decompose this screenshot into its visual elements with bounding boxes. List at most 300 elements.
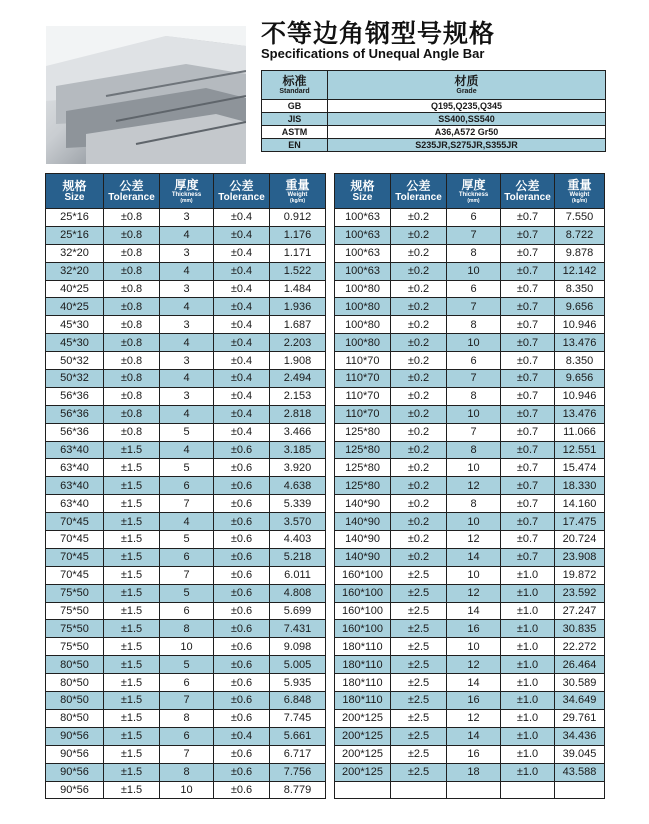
table-row	[46, 405, 326, 423]
tolerance-cell: ±1.5	[104, 602, 160, 620]
size-cell: 56*36	[46, 387, 104, 405]
weight-cell: 27.247	[555, 602, 605, 620]
tolerance-cell: ±0.2	[391, 548, 447, 566]
weight-cell: 4.403	[270, 531, 326, 549]
tolerance2-cell: ±0.6	[214, 692, 270, 710]
weight-cell: 5.005	[270, 656, 326, 674]
tolerance2-cell: ±0.4	[214, 226, 270, 244]
weight-cell: 4.638	[270, 477, 326, 495]
table-row	[335, 262, 605, 280]
table-row	[335, 459, 605, 477]
tolerance-header-en: Tolerance	[395, 191, 442, 203]
thickness-cell: 6	[160, 602, 214, 620]
thickness-cell: 7	[160, 692, 214, 710]
tolerance2-cell: ±1.0	[501, 566, 555, 584]
tolerance-cell: ±2.5	[391, 692, 447, 710]
thickness-cell: 5	[160, 584, 214, 602]
table-row	[46, 244, 326, 262]
grade-cell: A36,A572 Gr50	[328, 126, 606, 139]
weight-cell: 1.687	[270, 316, 326, 334]
weight-cell: 15.474	[555, 459, 605, 477]
thickness-cell: 8	[160, 763, 214, 781]
tolerance-cell: ±0.2	[391, 423, 447, 441]
tolerance-cell: ±0.2	[391, 405, 447, 423]
weight-cell: 0.912	[270, 209, 326, 227]
table-row	[335, 656, 605, 674]
table-row	[335, 566, 605, 584]
tolerance2-cell: ±0.7	[501, 513, 555, 531]
tolerance2-cell: ±0.7	[501, 226, 555, 244]
tolerance-cell: ±0.8	[104, 316, 160, 334]
thickness-cell: 18	[447, 763, 501, 781]
size-cell: 75*50	[46, 602, 104, 620]
weight-cell: 7.550	[555, 209, 605, 227]
size-cell: 25*16	[46, 226, 104, 244]
tolerance-cell: ±0.8	[104, 387, 160, 405]
tolerance-cell: ±1.5	[104, 692, 160, 710]
tolerance2-cell: ±0.4	[214, 262, 270, 280]
thickness-cell: 6	[447, 280, 501, 298]
tolerance-cell: ±1.5	[104, 548, 160, 566]
tolerance2-cell: ±0.7	[501, 531, 555, 549]
tolerance2-cell: ±0.7	[501, 244, 555, 262]
weight-cell: 29.761	[555, 709, 605, 727]
weight-cell: 5.699	[270, 602, 326, 620]
size-cell: 40*25	[46, 280, 104, 298]
size-cell: 63*40	[46, 495, 104, 513]
weight-header-cn: 重量	[567, 177, 592, 192]
tolerance-cell: ±0.2	[391, 370, 447, 388]
thickness-cell: 4	[160, 405, 214, 423]
thickness-cell: 4	[160, 298, 214, 316]
table-row	[46, 209, 326, 227]
table-row	[46, 727, 326, 745]
tolerance-cell: ±1.5	[104, 763, 160, 781]
size-cell: 140*90	[335, 548, 391, 566]
tolerance2-cell: ±0.7	[501, 262, 555, 280]
tolerance-cell: ±0.8	[104, 244, 160, 262]
tolerance-cell: ±0.8	[104, 370, 160, 388]
table-row	[46, 620, 326, 638]
weight-cell: 5.218	[270, 548, 326, 566]
tolerance-cell: ±0.2	[391, 531, 447, 549]
thickness-cell: 12	[447, 656, 501, 674]
thickness-cell: 10	[160, 781, 214, 799]
size-cell: 160*100	[335, 584, 391, 602]
thickness-cell: 10	[447, 638, 501, 656]
table-row	[46, 280, 326, 298]
size-cell: 125*80	[335, 423, 391, 441]
weight-cell: 8.350	[555, 280, 605, 298]
thickness-cell: 3	[160, 244, 214, 262]
size-cell: 140*90	[335, 531, 391, 549]
tolerance-cell: ±1.5	[104, 459, 160, 477]
size-header	[46, 174, 104, 209]
thickness-header-en: Thickness	[171, 191, 202, 198]
table-row	[335, 352, 605, 370]
thickness-cell: 16	[447, 620, 501, 638]
thickness-cell: 3	[160, 387, 214, 405]
tolerance2-cell: ±0.4	[214, 316, 270, 334]
tolerance2-cell: ±0.4	[214, 334, 270, 352]
weight-cell: 9.656	[555, 370, 605, 388]
tolerance-cell: ±1.5	[104, 656, 160, 674]
table-row	[46, 566, 326, 584]
table-row	[46, 262, 326, 280]
tolerance2-cell: ±1.0	[501, 745, 555, 763]
tolerance2-cell: ±0.4	[214, 727, 270, 745]
tolerance2-header-en: Tolerance	[504, 191, 551, 203]
tolerance-cell: ±0.2	[391, 244, 447, 262]
tolerance-cell: ±1.5	[104, 781, 160, 799]
thickness-cell: 12	[447, 584, 501, 602]
size-cell: 80*50	[46, 692, 104, 710]
table-row	[46, 316, 326, 334]
weight-cell: 4.808	[270, 584, 326, 602]
weight-cell: 23.592	[555, 584, 605, 602]
thickness-cell: 4	[160, 513, 214, 531]
tolerance-cell: ±0.2	[391, 209, 447, 227]
size-header-cn: 规格	[62, 178, 87, 193]
tolerance-cell: ±0.8	[104, 226, 160, 244]
weight-cell: 30.835	[555, 620, 605, 638]
table-row	[335, 477, 605, 495]
tolerance-cell: ±0.2	[391, 459, 447, 477]
tolerance2-cell: ±0.7	[501, 495, 555, 513]
spec-header-row	[46, 174, 326, 209]
tolerance-cell: ±1.5	[104, 584, 160, 602]
table-row	[46, 602, 326, 620]
thickness-cell: 6	[160, 477, 214, 495]
size-cell: 50*32	[46, 370, 104, 388]
tolerance-cell: ±1.5	[104, 441, 160, 459]
thickness-cell: 10	[447, 459, 501, 477]
thickness-cell: 16	[447, 745, 501, 763]
tolerance-cell: ±0.2	[391, 513, 447, 531]
table-row	[335, 638, 605, 656]
tolerance-cell: ±0.8	[104, 334, 160, 352]
weight-cell: 7.431	[270, 620, 326, 638]
tolerance2-cell: ±1.0	[501, 709, 555, 727]
thickness-cell: 4	[160, 262, 214, 280]
tolerance2-cell: ±1.0	[501, 656, 555, 674]
size-cell: 50*32	[46, 352, 104, 370]
table-row	[335, 531, 605, 549]
standard-row-gb	[262, 100, 606, 113]
size-cell: 125*80	[335, 459, 391, 477]
thickness-cell: 14	[447, 548, 501, 566]
tolerance2-cell: ±0.7	[501, 280, 555, 298]
weight-cell: 22.272	[555, 638, 605, 656]
tolerance2-cell: ±0.7	[501, 352, 555, 370]
tolerance-cell: ±2.5	[391, 674, 447, 692]
thickness-cell: 10	[160, 638, 214, 656]
thickness-cell: 6	[160, 727, 214, 745]
size-cell: 100*63	[335, 262, 391, 280]
thickness-cell: 8	[447, 244, 501, 262]
thickness-cell: 5	[160, 656, 214, 674]
grade-header-cn: 材质	[454, 73, 479, 88]
table-row	[46, 584, 326, 602]
weight-cell: 43.588	[555, 763, 605, 781]
size-cell: 110*70	[335, 370, 391, 388]
tolerance-cell: ±0.8	[104, 352, 160, 370]
tolerance-cell: ±0.2	[391, 387, 447, 405]
table-row	[335, 692, 605, 710]
weight-cell: 34.436	[555, 727, 605, 745]
tolerance-cell: ±0.2	[391, 352, 447, 370]
standard-header-en: Standard	[279, 87, 310, 95]
thickness-cell	[447, 781, 501, 799]
tolerance2-cell: ±0.4	[214, 423, 270, 441]
weight-cell: 6.011	[270, 566, 326, 584]
tolerance2-cell: ±0.7	[501, 316, 555, 334]
thickness-cell: 4	[160, 334, 214, 352]
weight-cell: 6.717	[270, 745, 326, 763]
spec-body-right	[335, 209, 605, 799]
thickness-cell: 16	[447, 692, 501, 710]
tolerance-cell: ±2.5	[391, 745, 447, 763]
size-cell: 90*56	[46, 727, 104, 745]
size-cell: 75*50	[46, 584, 104, 602]
tolerance2-cell: ±0.6	[214, 531, 270, 549]
weight-cell: 9.098	[270, 638, 326, 656]
table-row	[335, 513, 605, 531]
weight-cell: 20.724	[555, 531, 605, 549]
weight-cell: 10.946	[555, 316, 605, 334]
standard-cell: GB	[262, 100, 328, 113]
thickness-cell: 8	[160, 709, 214, 727]
tolerance2-cell: ±0.6	[214, 763, 270, 781]
thickness-header	[447, 174, 501, 209]
weight-cell: 7.756	[270, 763, 326, 781]
size-cell: 200*125	[335, 763, 391, 781]
weight-cell: 17.475	[555, 513, 605, 531]
tolerance-cell: ±2.5	[391, 709, 447, 727]
table-row	[335, 405, 605, 423]
table-row	[46, 370, 326, 388]
weight-cell: 11.066	[555, 423, 605, 441]
thickness-cell: 5	[160, 459, 214, 477]
table-row	[46, 298, 326, 316]
size-cell: 110*70	[335, 405, 391, 423]
weight-cell: 13.476	[555, 405, 605, 423]
tolerance2-cell: ±1.0	[501, 727, 555, 745]
thickness-cell: 3	[160, 352, 214, 370]
size-cell: 100*63	[335, 226, 391, 244]
tolerance-cell: ±0.2	[391, 280, 447, 298]
weight-cell: 7.745	[270, 709, 326, 727]
tolerance-cell: ±0.8	[104, 280, 160, 298]
tolerance-cell: ±0.2	[391, 226, 447, 244]
weight-cell: 8.779	[270, 781, 326, 799]
thickness-cell: 7	[160, 495, 214, 513]
tolerance-cell: ±1.5	[104, 674, 160, 692]
tolerance2-header	[501, 174, 555, 209]
thickness-cell: 14	[447, 674, 501, 692]
table-row	[46, 459, 326, 477]
tolerance2-cell: ±1.0	[501, 620, 555, 638]
thickness-cell: 4	[160, 226, 214, 244]
tolerance2-cell: ±0.6	[214, 781, 270, 799]
thickness-cell: 8	[447, 387, 501, 405]
weight-header	[555, 174, 605, 209]
weight-cell: 5.935	[270, 674, 326, 692]
table-row	[46, 334, 326, 352]
tolerance2-cell: ±0.7	[501, 298, 555, 316]
tolerance-cell: ±2.5	[391, 602, 447, 620]
standard-cell: JIS	[262, 113, 328, 126]
weight-cell: 1.484	[270, 280, 326, 298]
thickness-cell: 6	[447, 209, 501, 227]
table-row	[335, 280, 605, 298]
table-row	[46, 692, 326, 710]
weight-cell: 1.171	[270, 244, 326, 262]
table-row	[46, 531, 326, 549]
grade-cell: SS400,SS540	[328, 113, 606, 126]
standard-row-astm	[262, 126, 606, 139]
size-cell: 40*25	[46, 298, 104, 316]
tolerance2-cell: ±0.7	[501, 423, 555, 441]
table-row	[46, 763, 326, 781]
standard-cell: EN	[262, 139, 328, 152]
weight-cell: 2.818	[270, 405, 326, 423]
size-cell: 32*20	[46, 262, 104, 280]
thickness-cell: 12	[447, 709, 501, 727]
table-row	[335, 674, 605, 692]
size-header-cn: 规格	[350, 178, 375, 193]
weight-header-unit: (kg/m)	[572, 197, 587, 204]
size-cell: 160*100	[335, 566, 391, 584]
tolerance2-cell: ±0.6	[214, 566, 270, 584]
thickness-header-en: Thickness	[458, 191, 489, 198]
tolerance-cell: ±1.5	[104, 638, 160, 656]
thickness-cell: 3	[160, 280, 214, 298]
thickness-cell: 7	[160, 566, 214, 584]
table-row	[46, 477, 326, 495]
standard-cell: ASTM	[262, 126, 328, 139]
size-cell: 90*56	[46, 745, 104, 763]
thickness-cell: 12	[447, 477, 501, 495]
size-cell: 90*56	[46, 763, 104, 781]
tolerance2-cell: ±0.6	[214, 548, 270, 566]
weight-cell: 14.160	[555, 495, 605, 513]
size-cell: 180*110	[335, 656, 391, 674]
tolerance2-cell: ±0.6	[214, 602, 270, 620]
tolerance-cell: ±0.8	[104, 209, 160, 227]
tolerance2-cell: ±0.6	[214, 638, 270, 656]
size-cell: 75*50	[46, 638, 104, 656]
weight-cell: 5.339	[270, 495, 326, 513]
table-row	[46, 495, 326, 513]
size-cell: 80*50	[46, 674, 104, 692]
tolerance-cell: ±0.2	[391, 262, 447, 280]
size-cell: 200*125	[335, 727, 391, 745]
weight-cell: 1.936	[270, 298, 326, 316]
weight-cell: 26.464	[555, 656, 605, 674]
weight-cell: 8.722	[555, 226, 605, 244]
thickness-cell: 3	[160, 316, 214, 334]
tolerance2-header-en: Tolerance	[218, 191, 265, 203]
standard-header-cn: 标准	[282, 73, 307, 88]
table-row	[335, 226, 605, 244]
tolerance-cell: ±1.5	[104, 566, 160, 584]
tolerance-cell: ±1.5	[104, 531, 160, 549]
size-cell: 100*80	[335, 298, 391, 316]
tolerance2-cell: ±0.6	[214, 674, 270, 692]
tolerance2-cell: ±0.4	[214, 352, 270, 370]
table-row	[335, 495, 605, 513]
size-cell: 75*50	[46, 620, 104, 638]
thickness-cell: 7	[447, 370, 501, 388]
size-cell: 70*45	[46, 566, 104, 584]
weight-cell: 8.350	[555, 352, 605, 370]
size-header	[335, 174, 391, 209]
tolerance-cell: ±1.5	[104, 745, 160, 763]
table-row	[335, 584, 605, 602]
size-cell: 70*45	[46, 513, 104, 531]
weight-cell: 19.872	[555, 566, 605, 584]
thickness-cell: 10	[447, 334, 501, 352]
weight-cell: 39.045	[555, 745, 605, 763]
table-row	[335, 745, 605, 763]
standard-header	[262, 71, 328, 100]
tolerance2-cell: ±1.0	[501, 674, 555, 692]
size-cell: 125*80	[335, 477, 391, 495]
grade-header	[328, 71, 606, 100]
thickness-cell: 4	[160, 370, 214, 388]
tolerance-cell: ±1.5	[104, 620, 160, 638]
size-cell: 80*50	[46, 709, 104, 727]
tolerance-cell: ±0.2	[391, 441, 447, 459]
weight-cell: 9.878	[555, 244, 605, 262]
tolerance2-cell: ±0.4	[214, 244, 270, 262]
weight-cell: 34.649	[555, 692, 605, 710]
size-cell: 56*36	[46, 423, 104, 441]
size-cell: 160*100	[335, 602, 391, 620]
weight-cell: 10.946	[555, 387, 605, 405]
size-cell: 110*70	[335, 352, 391, 370]
weight-cell: 6.848	[270, 692, 326, 710]
tolerance2-cell: ±0.4	[214, 405, 270, 423]
page-subtitle: Specifications of Unequal Angle Bar	[261, 46, 485, 61]
tolerance2-header-cn: 公差	[515, 178, 540, 193]
size-cell: 63*40	[46, 441, 104, 459]
angle-bar-image	[46, 26, 246, 164]
weight-cell: 1.522	[270, 262, 326, 280]
table-row	[335, 727, 605, 745]
tolerance-cell: ±0.2	[391, 298, 447, 316]
weight-cell: 12.551	[555, 441, 605, 459]
size-cell: 180*110	[335, 638, 391, 656]
tolerance2-cell: ±0.6	[214, 513, 270, 531]
tolerance2-cell: ±0.6	[214, 709, 270, 727]
spec-table-left	[45, 173, 326, 799]
weight-cell: 18.330	[555, 477, 605, 495]
table-row	[335, 298, 605, 316]
size-cell: 80*50	[46, 656, 104, 674]
thickness-header-unit: (mm)	[467, 197, 480, 204]
tolerance-cell: ±2.5	[391, 566, 447, 584]
tolerance-cell: ±1.5	[104, 709, 160, 727]
tolerance-cell: ±1.5	[104, 513, 160, 531]
table-row	[335, 709, 605, 727]
tolerance-header-cn: 公差	[406, 178, 431, 193]
weight-cell: 3.920	[270, 459, 326, 477]
thickness-cell: 5	[160, 531, 214, 549]
tolerance-header	[391, 174, 447, 209]
tolerance-header-en: Tolerance	[108, 191, 155, 203]
